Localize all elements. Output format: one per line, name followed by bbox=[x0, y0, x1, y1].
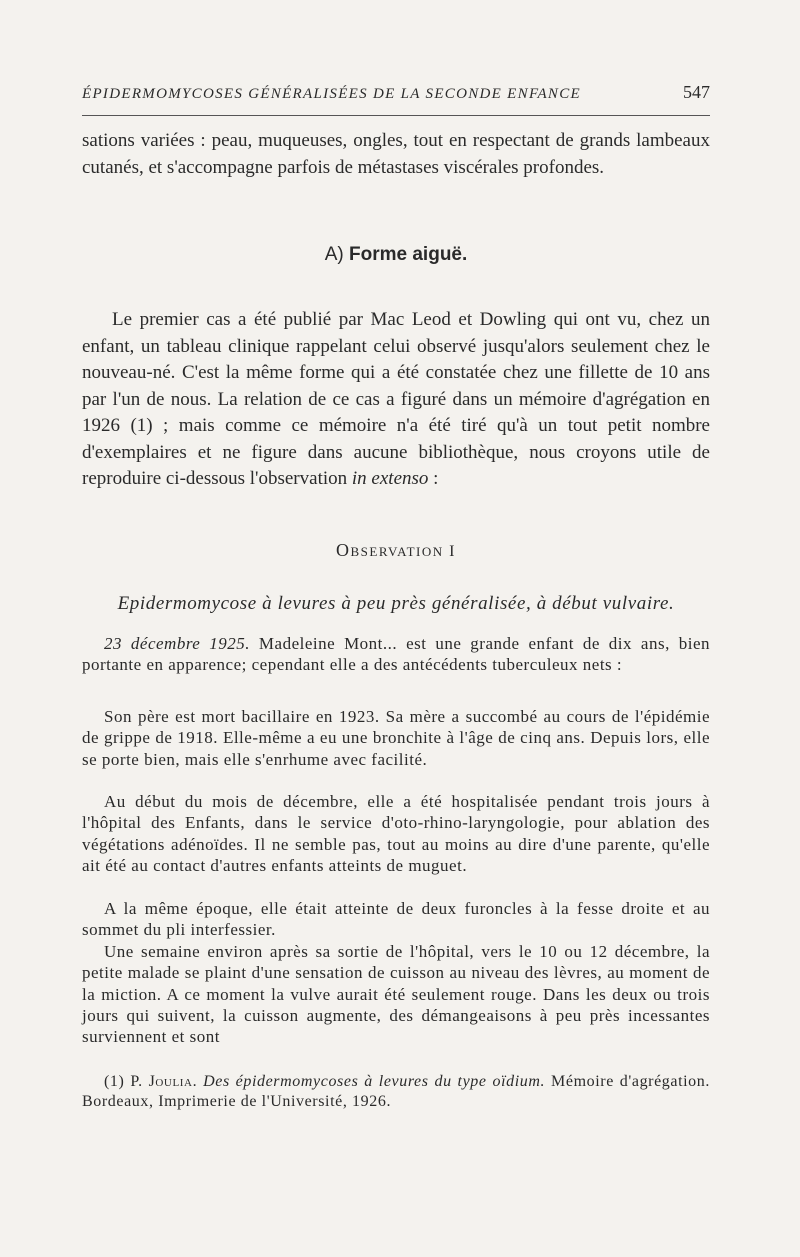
case-paragraph: A la même époque, elle était atteinte de deux furoncles à la fesse droite et au sommet du pli interfessier. bbox=[82, 899, 710, 940]
body-paragraph bbox=[82, 307, 710, 493]
section-heading bbox=[82, 244, 710, 266]
case-paragraph: Au début du mois de décembre, elle a été hospitalisée pendant trois jours à l'hôpital des Enfants, dans le service d'oto-rhino-laryngologie, pour ablation des végétations adénoïdes. Il ne semble pas, tout au moins au dire d'une parente, qu'elle ait été au contact d'autres enfants atteints de muguet. bbox=[82, 792, 710, 875]
paragraph-tail: : bbox=[428, 468, 439, 489]
footnote-rest: Mémoire d'agrégation. Bordeaux, Imprimerie de l'Université, 1926. bbox=[82, 1073, 710, 1110]
case-text: Madeleine Mont... est une grande enfant de dix ans, bien portante en apparence; cependant elle a des antécédents tuberculeux nets : bbox=[82, 634, 711, 675]
emphasis-text: in extenso bbox=[351, 468, 429, 489]
section-label: A) bbox=[324, 244, 344, 265]
paragraph-text: Le premier cas a été publié par Mac Leod et Dowling qui ont vu, chez un enfant, un tableau clinique rappelant celui observé jusqu'alors seulement chez le nouveau-né. C'est la même forme qui a été constatée chez une fillette de 10 ans par l'un de nous. La relation de ce cas a figuré dans un mémoire d'agrégation en 1926 (1) ; mais comme ce mémoire n'a été tiré qu'à un tout petit nombre d'exemplaires et ne figure dans aucune bibliothèque, nous croyons utile de reproduire ci-dessous l'observation bbox=[82, 309, 710, 489]
header-rule bbox=[82, 115, 710, 116]
observation-number: I bbox=[449, 543, 456, 560]
observation-word: Observation bbox=[335, 540, 444, 560]
case-paragraph: Une semaine environ après sa sortie de l'hôpital, vers le 10 ou 12 décembre, la petite malade se plaint d'une sensation de cuisson au niveau des lèvres, au moment de la miction. A ce moment la vulve aurait été seulement rouge. Dans les deux ou trois jours qui suivent, la cuisson augmente, des démangeaisons à peu près incessantes surviennent et sont bbox=[82, 942, 710, 1047]
case-paragraph bbox=[82, 633, 710, 676]
running-title: ÉPIDERMOMYCOSES GÉNÉRALISÉES DE LA SECONDE ENFANCE bbox=[82, 86, 582, 102]
footnote-title: Des épidermomycoses à levures du type oïdium. bbox=[203, 1073, 546, 1090]
running-header bbox=[82, 82, 710, 103]
footnote bbox=[82, 1072, 710, 1112]
observation-subtitle: Epidermomycose à levures à peu près généralisée, à début vulvaire. bbox=[117, 593, 675, 614]
observation-heading bbox=[82, 540, 710, 561]
intro-paragraph: sations variées : peau, muqueuses, ongles, tout en respectant de grands lambeaux cutanés, et s'accompagne parfois de métastases viscérales profondes. bbox=[82, 130, 710, 178]
case-date: 23 décembre 1925. bbox=[104, 634, 251, 653]
footnote-marker: (1) P. bbox=[104, 1073, 143, 1090]
section-title: Forme aiguë. bbox=[349, 244, 468, 265]
footnote-author: Joulia. bbox=[148, 1073, 198, 1090]
page-number: 547 bbox=[683, 82, 710, 102]
case-paragraph: Son père est mort bacillaire en 1923. Sa mère a succombé au cours de l'épidémie de grippe de 1918. Elle-même a eu une bronchite à l'âge de cinq ans. Depuis lors, elle se porte bien, mais elle s'enrhume avec facilité. bbox=[82, 707, 710, 769]
